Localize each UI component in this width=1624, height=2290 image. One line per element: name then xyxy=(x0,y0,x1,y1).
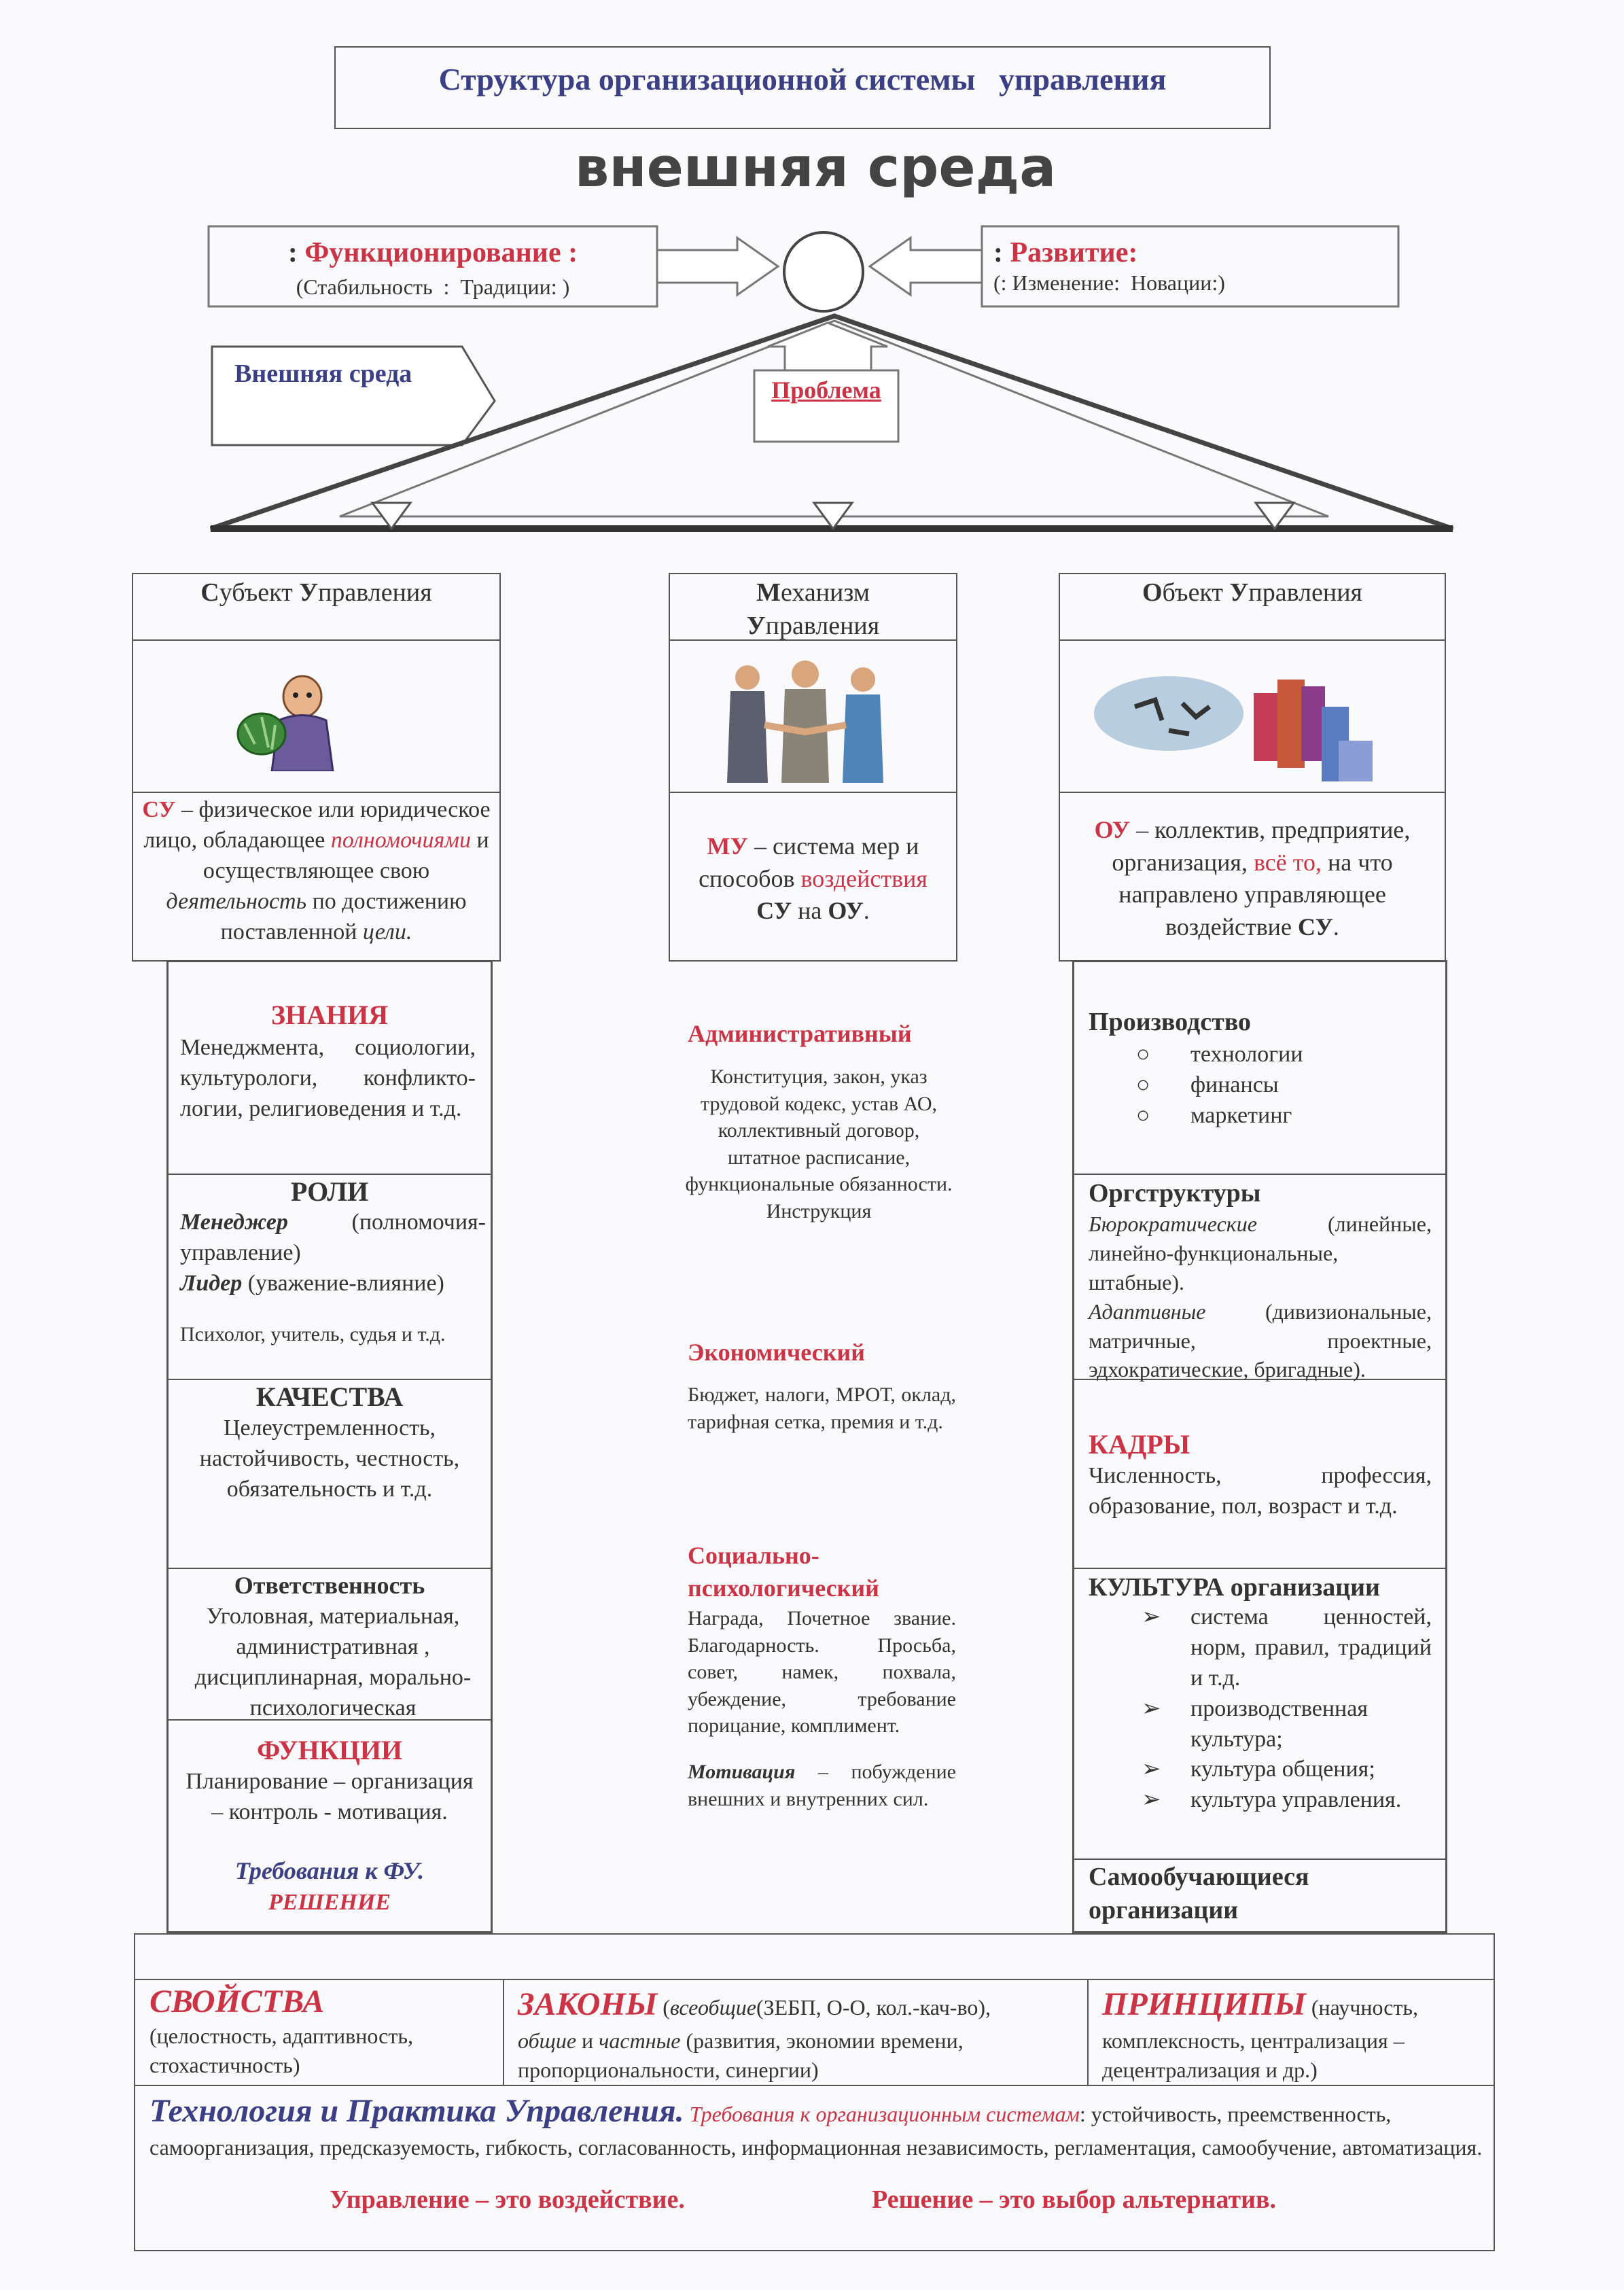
culture-title: КУЛЬТУРА организации xyxy=(1089,1573,1380,1602)
subject-definition: СУ – физическое или юридическое лицо, обладающее полномочиями и осуществляющее свою деятельность по достижению поставленной цели. xyxy=(142,797,491,945)
bottom-divider-1 xyxy=(134,1979,1495,1980)
roli-extra: Психолог, учитель, судья и т.д. xyxy=(180,1323,446,1345)
list-item: ➢ система ценностей, норм, правил, традиций и т.д. xyxy=(1089,1602,1432,1694)
kachestva-title: КАЧЕСТВА xyxy=(255,1381,404,1412)
list-item: ➢ производственная культура; xyxy=(1089,1694,1432,1755)
roli-text: Менеджер (полномочия-управление) Лидер (уважение-влияние) xyxy=(180,1210,486,1296)
zakony-text: ЗАКОНЫ (всеобщие(ЗЕБП, О-О, кол.-кач-во), общие и частные (развития, экономии времени, пропорциональности, синергии) xyxy=(518,1986,991,2083)
left-pillar-divider-1 xyxy=(166,1174,493,1175)
soc-title: Социально-психологический xyxy=(688,1542,879,1602)
culture-list xyxy=(1089,1602,1432,1816)
object-header-text: Объект Управления xyxy=(1142,578,1363,607)
handshake-illustration xyxy=(717,660,894,783)
slogan-management: Управление – это воздействие. xyxy=(330,2185,685,2214)
self-learning-title: Самообучающиеся организации xyxy=(1089,1863,1309,1925)
org-title: Оргструктуры xyxy=(1089,1179,1261,1208)
right-pillar-divider-3 xyxy=(1072,1568,1447,1569)
adm-text: Конституция, закон, указ трудовой кодекс, устав АО, коллективный договор, штатное расписание, функциональные обязанности. Инструкция xyxy=(685,1065,953,1222)
bottom-divider-2 xyxy=(134,2085,1495,2086)
kadry-text: Численность, профессия, образование, пол, возраст и т.д. xyxy=(1089,1463,1432,1519)
kachestva-text: Целеустремленность, настойчивость, честность, обязательность и т.д. xyxy=(199,1415,460,1502)
mechanism-header-text: Механизм Управления xyxy=(746,578,880,641)
otv-text: Уголовная, материальная, административная , дисциплинарная, морально-психологическая xyxy=(194,1604,472,1721)
otv-title: Ответственность xyxy=(234,1572,425,1599)
roli-title: РОЛИ xyxy=(290,1176,369,1207)
znaniya-text: Менеджмента, социологии, культурологи, конфликто-логии, религиоведения и т.д. xyxy=(180,1035,476,1121)
list-item: ○ технологии xyxy=(1089,1040,1428,1070)
manager-money-illustration xyxy=(231,669,340,771)
prod-list xyxy=(1089,1040,1428,1131)
znaniya-title: ЗНАНИЯ xyxy=(270,1000,389,1030)
mechanism-definition: МУ – система мер и способов воздействия СУ на ОУ. xyxy=(699,832,928,925)
motivation-text: Мотивация – побуждение внешних и внутренних сил. xyxy=(688,1761,956,1810)
kadry-title: КАДРЫ xyxy=(1089,1429,1190,1460)
soc-text: Награда, Почетное звание. Благодарность. Просьба, совет, намек, похвала, убеждение, требование порицание, комплимент. xyxy=(688,1607,956,1738)
list-item: ○ маркетинг xyxy=(1089,1101,1428,1131)
technology-text: Технология и Практика Управления. Требования к организационным системам: устойчивость, преемственность, самоорганизация, предсказуемость, гибкость, согласованность, информационная независимость, регламентация, самообучение, автоматизация. xyxy=(149,2093,1483,2160)
funkcii-title: ФУНКЦИИ xyxy=(256,1735,403,1765)
page-title: Структура организационной системы управления xyxy=(438,62,1167,96)
adm-title: Административный xyxy=(688,1020,912,1047)
problem-label: Проблема xyxy=(771,376,881,404)
bottom-vdivider-1 xyxy=(503,1979,504,2085)
list-item: ➢ культура управления. xyxy=(1089,1785,1432,1816)
development-label: : Развитие: xyxy=(993,237,1138,268)
list-item: ○ финансы xyxy=(1089,1070,1428,1101)
list-item: ➢ культура общения; xyxy=(1089,1755,1432,1785)
svoistva-title: СВОЙСТВА xyxy=(149,1984,325,2020)
right-pillar-divider-1 xyxy=(1072,1174,1447,1175)
funkcii-decision: РЕШЕНИЕ xyxy=(268,1890,391,1915)
left-pillar-divider-2 xyxy=(166,1379,493,1380)
principy-text: ПРИНЦИПЫ (научность, комплексность, централизация – децентрализация и др.) xyxy=(1102,1986,1419,2083)
external-env-label: Внешняя среда xyxy=(234,359,412,388)
svoistva-text: (целостность, адаптивность, стохастичность) xyxy=(149,2024,413,2077)
subject-header-text: Субъект Управления xyxy=(200,578,432,607)
functioning-label: : Функционирование : xyxy=(287,237,578,268)
env-title: внешняя среда xyxy=(574,136,1057,199)
org-text: Бюрократические (линейные, линейно-функциональные, штабные). Адаптивные (дивизиональные, матричные, проектные, эдхократические, бригадные). xyxy=(1089,1212,1432,1382)
business-city-illustration xyxy=(1094,666,1407,781)
development-sub: (: Изменение: Новации:) xyxy=(993,270,1225,295)
eco-text: Бюджет, налоги, МРОТ, оклад, тарифная сетка, премия и т.д. xyxy=(688,1384,956,1433)
funkcii-requirements: Требования к ФУ. xyxy=(234,1857,425,1884)
slogan-decision: Решение – это выбор альтернатив. xyxy=(872,2185,1277,2214)
right-pillar-divider-4 xyxy=(1072,1859,1447,1860)
funkcii-text: Планирование – организация – контроль - мотивация. xyxy=(186,1769,474,1825)
bottom-vdivider-2 xyxy=(1087,1979,1089,2085)
object-definition: ОУ – коллектив, предприятие, организация, всё то, на что направлено управляющее воздействие СУ. xyxy=(1094,816,1411,940)
eco-title: Экономический xyxy=(688,1339,865,1366)
middle-pillar-left-edge xyxy=(669,960,670,962)
left-pillar-divider-3 xyxy=(166,1568,493,1569)
functioning-sub: (Стабильность : Традиции: ) xyxy=(296,275,570,299)
prod-title: Производство xyxy=(1089,1008,1252,1036)
